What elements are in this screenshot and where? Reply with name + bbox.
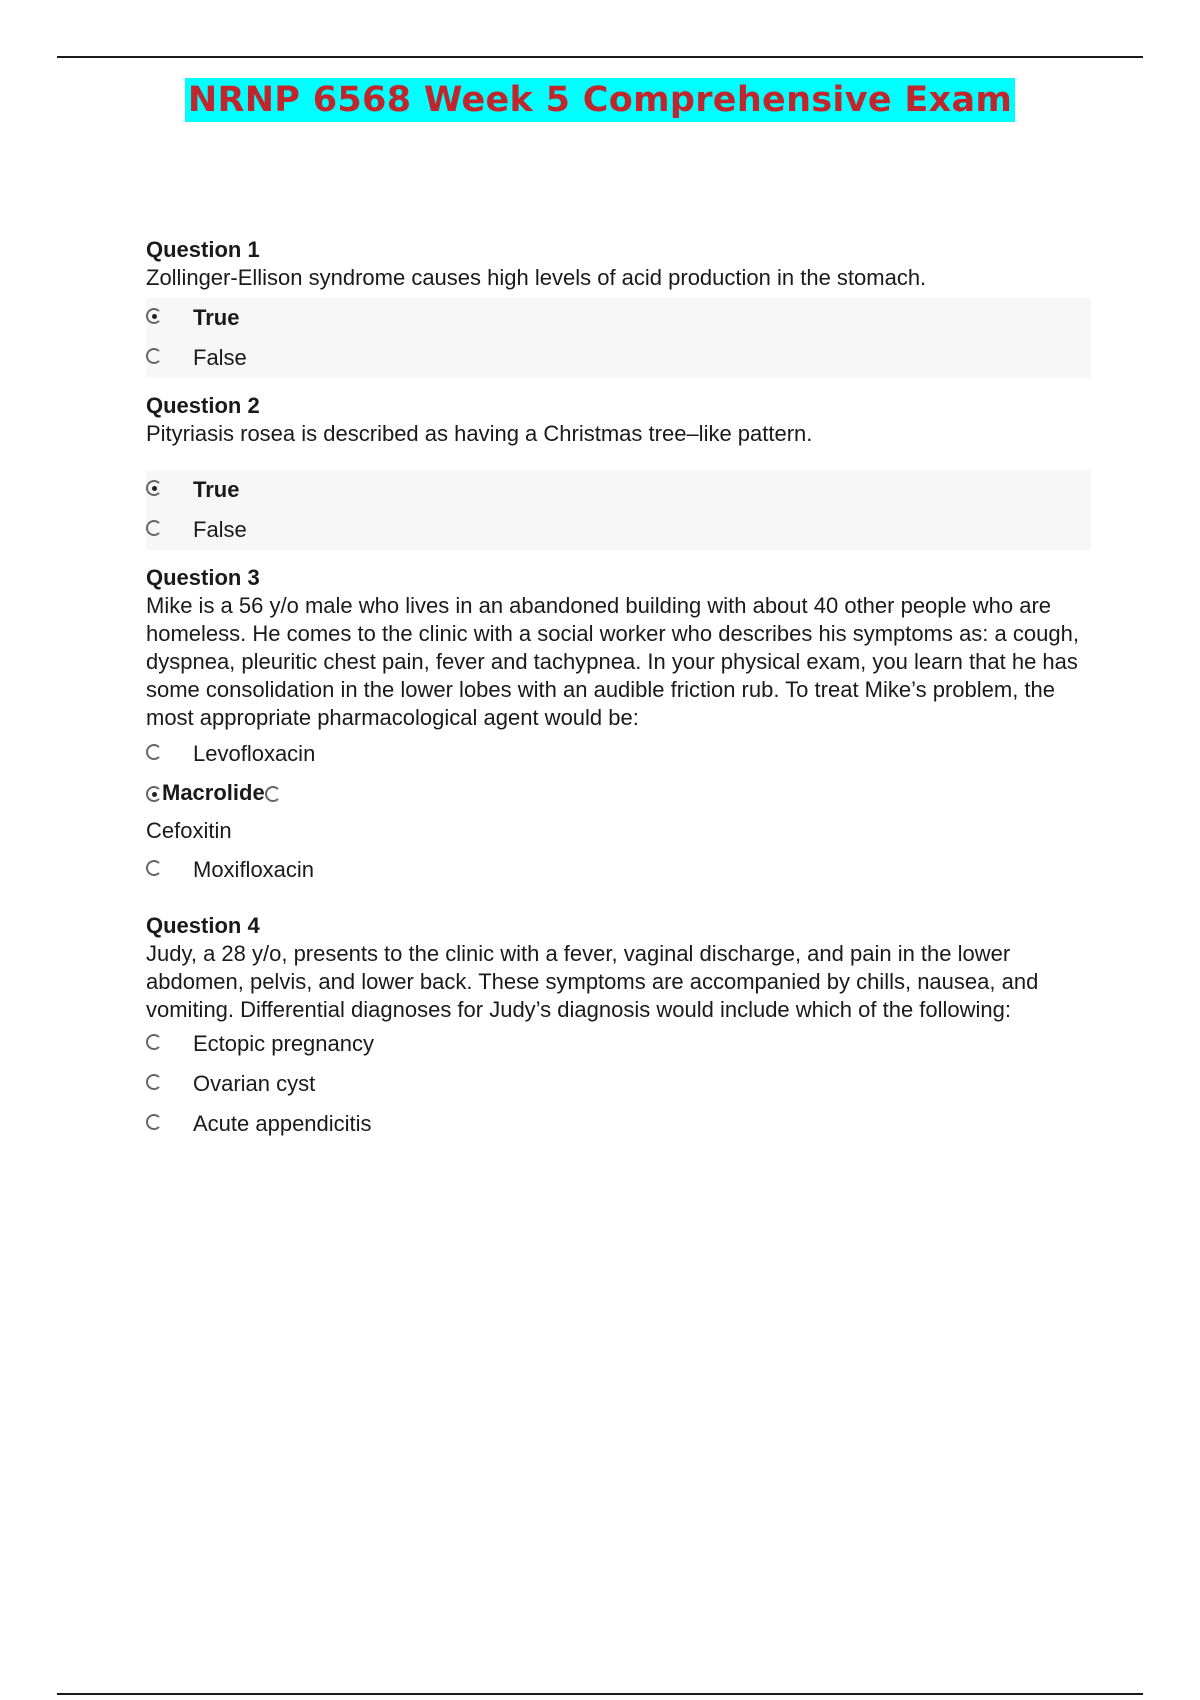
question-2 (146, 392, 1091, 550)
question-4-option-acute-appendicitis[interactable] (146, 1104, 1091, 1144)
question-2-label: Question 2 (146, 393, 260, 418)
question-2-option-false[interactable] (146, 510, 1091, 550)
option-label: Levofloxacin (193, 741, 316, 766)
option-label: Moxifloxacin (193, 857, 315, 882)
radio-icon[interactable] (146, 1074, 162, 1090)
option-label: False (193, 345, 247, 370)
question-1-text: Zollinger-Ellison syndrome causes high levels of acid production in the stomach. (146, 265, 927, 290)
radio-icon[interactable] (146, 348, 162, 364)
page-title: NRNP 6568 Week 5 Comprehensive Exam (185, 78, 1015, 122)
exam-content (146, 236, 1091, 1158)
question-3-label: Question 3 (146, 565, 260, 590)
question-1-options (146, 298, 1091, 378)
radio-selected-icon[interactable] (146, 308, 162, 324)
radio-icon[interactable] (146, 1034, 162, 1050)
question-1-option-true[interactable] (146, 298, 1091, 338)
option-label: Cefoxitin (146, 818, 232, 843)
title-wrap (0, 78, 1200, 122)
question-2-options (146, 470, 1091, 550)
radio-icon[interactable] (146, 744, 162, 760)
question-4-options (146, 1024, 1091, 1144)
radio-icon[interactable] (265, 786, 281, 802)
question-3-option-levofloxacin[interactable] (146, 734, 1091, 774)
question-1 (146, 236, 1091, 378)
radio-selected-icon[interactable] (146, 480, 162, 496)
question-3-options (146, 734, 1091, 890)
option-label: Ovarian cyst (193, 1071, 316, 1096)
radio-icon[interactable] (146, 860, 162, 876)
option-label: Acute appendicitis (193, 1111, 372, 1136)
top-rule (57, 56, 1143, 58)
question-1-option-false[interactable] (146, 338, 1091, 378)
question-2-text: Pityriasis rosea is described as having a Christmas tree–like pattern. (146, 421, 813, 446)
radio-selected-icon[interactable] (146, 786, 162, 802)
question-3 (146, 564, 1091, 890)
question-4 (146, 912, 1091, 1144)
option-label: True (193, 305, 240, 330)
question-4-option-ovarian-cyst[interactable] (146, 1064, 1091, 1104)
option-label: Macrolide (162, 780, 265, 805)
option-label: Ectopic pregnancy (193, 1031, 374, 1056)
bottom-rule (57, 1693, 1143, 1695)
radio-icon[interactable] (146, 1114, 162, 1130)
question-3-option-moxifloxacin[interactable] (146, 850, 1091, 890)
option-label: True (193, 477, 240, 502)
question-3-option-macrolide[interactable] (146, 774, 1091, 812)
option-label: False (193, 517, 247, 542)
question-4-option-ectopic-pregnancy[interactable] (146, 1024, 1091, 1064)
question-3-text: Mike is a 56 y/o male who lives in an abandoned building with about 40 other people who are homeless. He comes to the clinic with a social worker who describes his symptoms as: a cough, dyspnea, pleuritic chest pain, fever and tachypnea. In your physical exam, you learn that he has some consolidation in the lower lobes with an audible friction rub. To treat Mike’s problem, the most appropriate pharmacological agent would be: (146, 593, 1079, 730)
question-3-option-cefoxitin[interactable] (146, 812, 1091, 850)
question-4-text: Judy, a 28 y/o, presents to the clinic with a fever, vaginal discharge, and pain in the lower abdomen, pelvis, and lower back. These symptoms are accompanied by chills, nausea, and vomiting. Differential diagnoses for Judy’s diagnosis would include which of the following: (146, 941, 1039, 1022)
question-4-label: Question 4 (146, 913, 260, 938)
question-1-label: Question 1 (146, 237, 260, 262)
question-2-option-true[interactable] (146, 470, 1091, 510)
radio-icon[interactable] (146, 520, 162, 536)
